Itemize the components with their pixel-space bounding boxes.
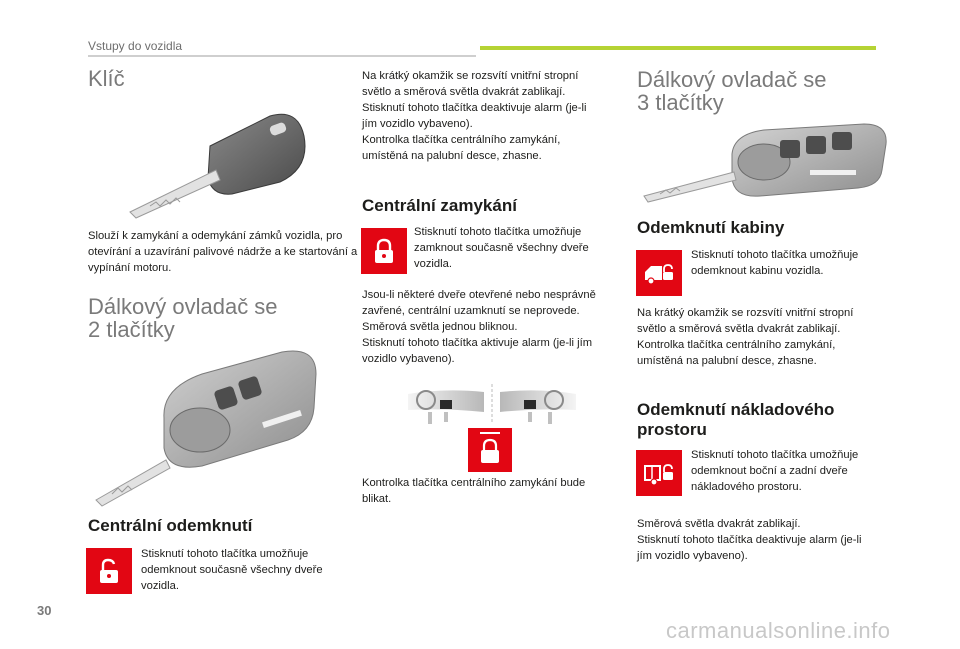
van-cargo-icon [642, 458, 676, 488]
blink-info-block [362, 475, 624, 507]
page-number: 30 [37, 603, 52, 618]
unlock-button-icon [86, 548, 132, 594]
text-line: Směrová světla dvakrát zablikají. [637, 518, 801, 530]
text-line: Jsou-li některé dveře otevřené nebo nesprávně [362, 289, 596, 301]
lock-info-block [362, 287, 624, 367]
text-line: jím vozidlo vybaveno). [362, 118, 473, 130]
remote3-title-line2: 3 tlačítky [637, 90, 724, 115]
key-description: Slouží k zamykání a odemykání zámků vozidla, pro otevírání a uzavírání palivové nádrže a ke startování a vypínání motoru. [88, 230, 358, 274]
text-line: Směrová světla jednou bliknou. [362, 321, 518, 333]
header-accent-bar [480, 46, 876, 50]
cargo-info-block [637, 516, 899, 564]
text-line: Kontrolka tlačítka centrálního zamykání, [637, 339, 836, 351]
cabin-button-icon [636, 250, 682, 296]
cabin-info-block [637, 305, 897, 369]
cargo-unlock-text: Stisknutí tohoto tlačítka umožňuje odemknout boční a zadní dveře nákladového prostoru. [691, 449, 859, 493]
remote3-title-line1: Dálkový ovladač se [637, 67, 827, 92]
cargo-button-icon [636, 450, 682, 496]
remote3-title [637, 68, 827, 114]
text-line: světlo a směrová světla dvakrát zablikají. [637, 323, 841, 335]
padlock-open-icon [94, 556, 124, 586]
key-title: Klíč [88, 66, 125, 91]
text-line: Kontrolka tlačítka centrálního zamykání bude [362, 477, 586, 489]
text-line: Stisknutí tohoto tlačítka deaktivuje alarm (je-li [637, 534, 862, 546]
remote2-title-line2: 2 tlačítky [88, 317, 175, 342]
text-line: blikat. [362, 493, 392, 505]
cabin-unlock-text: Stisknutí tohoto tlačítka umožňuje odemknout kabinu vozidla. [691, 249, 859, 277]
van-cabin-icon [642, 258, 676, 288]
cargo-unlock-title [637, 400, 834, 440]
lock-button-icon [361, 228, 407, 274]
text-line: Stisknutí tohoto tlačítka aktivuje alarm (je-li jím [362, 337, 593, 349]
text-line: Stisknutí tohoto tlačítka deaktivuje alarm (je-li [362, 102, 587, 114]
text-line: Kontrolka tlačítka centrálního zamykání, [362, 134, 561, 146]
dashboard-indicator-illustration [404, 380, 580, 476]
watermark-link[interactable]: carmanualsonline.info [666, 618, 891, 643]
section-label: Vstupy do vozidla [88, 39, 183, 53]
header-divider [88, 55, 476, 57]
remote3-illustration [640, 120, 892, 206]
remote2-title-line1: Dálkový ovladač se [88, 294, 278, 319]
text-line: Na krátký okamžik se rozsvítí vnitřní stropní [637, 307, 854, 319]
remote2-illustration [92, 348, 324, 508]
cabin-unlock-title: Odemknutí kabiny [637, 218, 785, 237]
text-line: jím vozidlo vybaveno). [637, 550, 748, 562]
central-lock-title: Centrální zamykání [362, 196, 517, 215]
text-line: Na krátký okamžik se rozsvítí vnitřní stropní [362, 70, 579, 82]
cargo-title-line1: Odemknutí nákladového [637, 400, 835, 419]
key-illustration [120, 108, 320, 220]
text-line: zavřené, centrální uzamknutí se neprovede. [362, 305, 580, 317]
central-unlock-text: Stisknutí tohoto tlačítka umožňuje odemknout současně všechny dveře vozidla. [141, 548, 323, 592]
unlock-info-block [362, 68, 622, 164]
central-lock-text: Stisknutí tohoto tlačítka umožňuje zamknout současně všechny dveře vozidla. [414, 226, 589, 270]
text-line: umístěná na palubní desce, zhasne. [637, 355, 817, 367]
padlock-closed-icon [369, 236, 399, 266]
text-line: umístěná na palubní desce, zhasne. [362, 150, 542, 162]
text-line: světlo a směrová světla dvakrát zablikají. [362, 86, 566, 98]
text-line: vozidlo vybaveno). [362, 353, 455, 365]
remote2-title [88, 295, 278, 341]
cargo-title-line2: prostoru [637, 420, 707, 439]
central-unlock-title: Centrální odemknutí [88, 516, 253, 535]
